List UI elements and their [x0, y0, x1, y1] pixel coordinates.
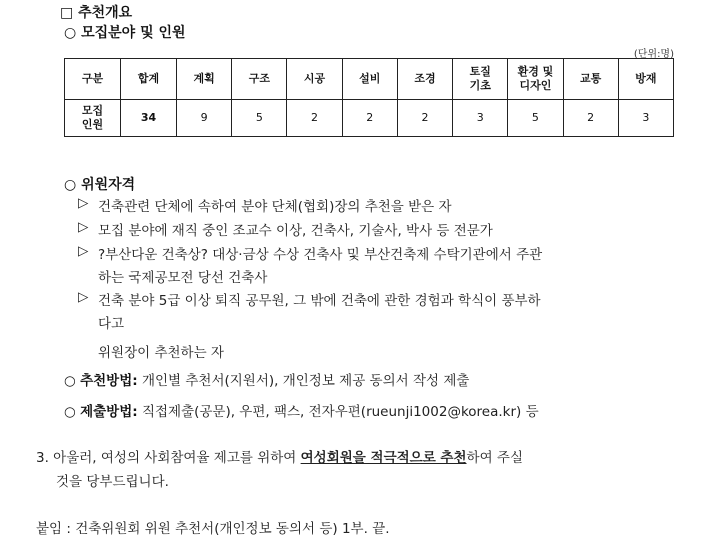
circle-bullet-icon: ○: [64, 177, 77, 193]
table-header-cell: 시공: [287, 59, 342, 100]
qualification-item-continued: 다고: [98, 316, 125, 332]
table-cell: 5: [232, 100, 287, 137]
table-header-row: [65, 59, 674, 100]
table-cell: 3: [618, 100, 673, 137]
circle-bullet-icon: ○: [64, 25, 77, 41]
table-cell: 2: [397, 100, 452, 137]
qualification-item-continued: 하는 국제공모전 당선 건축사: [98, 270, 268, 286]
qualification-extra: 위원장이 추천하는 자: [98, 345, 224, 361]
table-header-cell: 구조: [232, 59, 287, 100]
paragraph-3: [36, 446, 523, 466]
table-header-cell: 환경 및 디자인: [508, 59, 563, 100]
paragraph-3-prefix: 3. 아울러, 여성의 사회참여율 제고를 위하여: [36, 450, 301, 466]
qualifications-heading: [64, 174, 135, 194]
submission-method: [64, 400, 539, 420]
method-label: 추천방법:: [80, 373, 138, 389]
recommendation-method: [64, 369, 469, 389]
bullet-triangle-icon: ▷: [78, 195, 89, 211]
table-header-cell: 토질 기초: [453, 59, 508, 100]
table-header-cell: 설비: [342, 59, 397, 100]
submission-text: 직접제출(공문), 우편, 팩스, 전자우편(rueunji1002@korea.kr) 등: [137, 404, 539, 420]
unit-note: (단위:명): [633, 49, 674, 60]
circle-bullet-icon: ○: [64, 373, 76, 389]
qualification-item: 건축 분야 5급 이상 퇴직 공무원, 그 밖에 건축에 관한 경험과 학식이 풍부하: [98, 293, 541, 309]
qualification-item: 모집 분야에 재직 중인 조교수 이상, 건축사, 기술사, 박사 등 전문가: [98, 223, 493, 239]
sub-heading-title: 모집분야 및 인원: [81, 25, 186, 41]
submission-label: 제출방법:: [80, 404, 138, 420]
sub-heading-recruitment: [64, 22, 186, 42]
bullet-triangle-icon: ▷: [78, 219, 89, 235]
qualification-item: 건축관련 단체에 속하여 분야 단체(협회)장의 추천을 받은 자: [98, 199, 452, 215]
table-header-cell: 조경: [397, 59, 452, 100]
table-header-cell: 합계: [121, 59, 177, 100]
table-header-cell: 교통: [563, 59, 618, 100]
paragraph-3-emphasis: 여성회원을 적극적으로 추천: [300, 450, 467, 466]
table-row: [65, 100, 674, 137]
table-cell: 9: [177, 100, 232, 137]
table-header-cell: 계획: [177, 59, 232, 100]
table-cell: 2: [563, 100, 618, 137]
section-heading: [60, 2, 132, 22]
table-header-cell: 방재: [618, 59, 673, 100]
qualifications-title: 위원자격: [81, 177, 136, 193]
circle-bullet-icon: ○: [64, 404, 76, 420]
table-cell-total: 34: [121, 100, 177, 137]
paragraph-3-line2: 것을 당부드립니다.: [56, 474, 169, 490]
checkbox-square-icon: □: [60, 5, 74, 21]
table-cell: 5: [508, 100, 563, 137]
table-row-label: 모집 인원: [65, 100, 121, 137]
qualification-item: ?부산다운 건축상? 대상·금상 수상 건축사 및 부산건축제 수탁기관에서 주관: [98, 247, 543, 263]
table-cell: 3: [453, 100, 508, 137]
method-text: 개인별 추천서(지원서), 개인정보 제공 동의서 작성 제출: [137, 373, 470, 389]
bullet-triangle-icon: ▷: [78, 289, 89, 305]
bullet-triangle-icon: ▷: [78, 243, 89, 259]
table-cell: 2: [287, 100, 342, 137]
recruitment-table: [64, 58, 674, 137]
paragraph-3-suffix: 하여 주실: [466, 450, 523, 466]
attachment-note: 붙임 : 건축위원회 위원 추천서(개인정보 동의서 등) 1부. 끝.: [36, 521, 390, 537]
table-header-cell: 구분: [65, 59, 121, 100]
table-cell: 2: [342, 100, 397, 137]
section-heading-title: 추천개요: [78, 5, 133, 21]
